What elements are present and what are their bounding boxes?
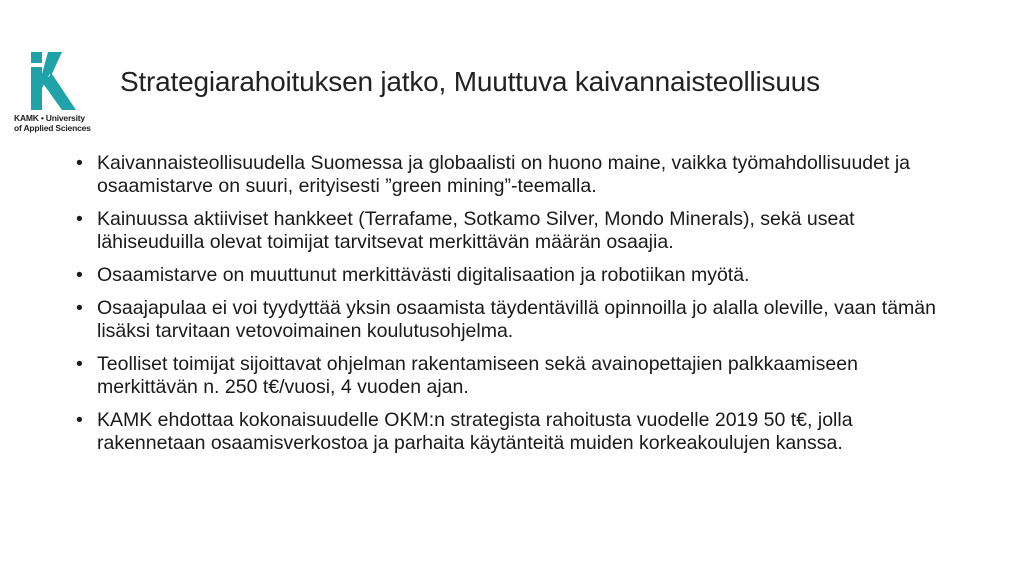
slide-title: Strategiarahoituksen jatko, Muuttuva kaivannaisteollisuus (120, 66, 820, 97)
bullet-item: • Teolliset toimijat sijoittavat ohjelman rakentamiseen sekä avainopettajien palkkaamiseen merkittävän n. 250 t€/vuosi, 4 vuoden ajan. (76, 353, 956, 399)
kamk-logo (14, 52, 94, 136)
bullet-item: • Kaivannaisteollisuudella Suomessa ja globaalisti on huono maine, vaikka työmahdollisuudet ja osaamistarve on suuri, erityisesti ”green mining”-teemalla. (76, 152, 956, 198)
bullet-item: • Osaajapulaa ei voi tyydyttää yksin osaamista täydentävillä opinnoilla jo alalla oleville, vaan tämän lisäksi tarvitaan vetovoimainen koulutusohjelma. (76, 297, 956, 343)
bullet-item: • Kainuussa aktiiviset hankkeet (Terrafame, Sotkamo Silver, Mondo Minerals), sekä useat lähiseuduilla olevat toimijat tarvitsevat merkittävän määrän osaajia. (76, 208, 956, 254)
bullet-item: • KAMK ehdottaa kokonaisuudelle OKM:n strategista rahoitusta vuodelle 2019 50 t€, jolla rakennetaan osaamisverkostoa ja parhaita käytänteitä muiden korkeakoulujen kanssa. (76, 409, 956, 455)
logo-text (14, 113, 94, 133)
kamk-k-icon (28, 52, 80, 110)
bullet-item: • Osaamistarve on muuttunut merkittävästi digitalisaation ja robotiikan myötä. (76, 264, 956, 287)
bullet-list (76, 152, 956, 465)
logo-line-1: KAMK • University (14, 113, 85, 123)
logo-line-2: of Applied Sciences (14, 123, 91, 133)
